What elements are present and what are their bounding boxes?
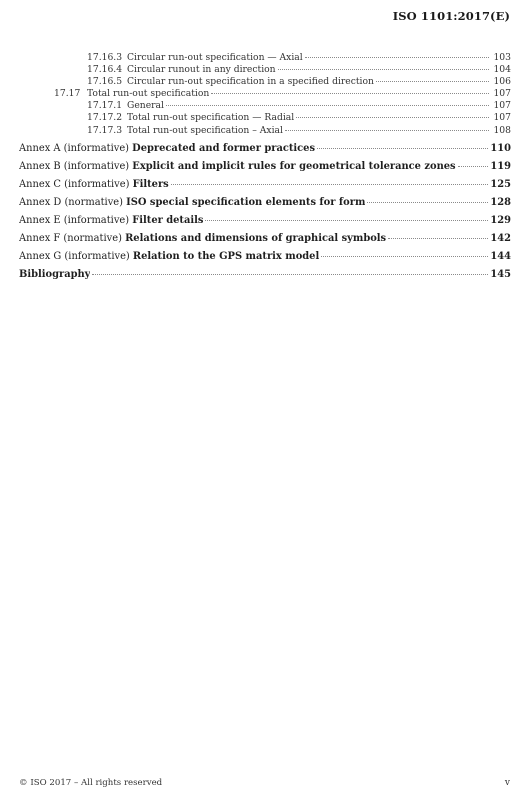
annex-title: Filter details bbox=[132, 214, 204, 226]
toc-annex-title bbox=[19, 194, 365, 212]
toc-entry-number: 17.16.4 bbox=[87, 64, 123, 76]
toc-entry-number: 17.16.3 bbox=[87, 52, 123, 63]
toc-annex-page: 142 bbox=[490, 232, 511, 244]
toc-entry-number: 17.16.5 bbox=[87, 76, 123, 88]
dot-leader bbox=[296, 117, 489, 118]
toc-entry-number: 17.17.1 bbox=[87, 100, 123, 112]
dot-leader bbox=[278, 69, 489, 70]
document-id-header: ISO 1101:2017(E) bbox=[392, 9, 510, 23]
dot-leader bbox=[305, 57, 489, 58]
annex-prefix: Annex E (informative) bbox=[19, 214, 133, 226]
toc-entry-17-16-3[interactable] bbox=[19, 52, 511, 64]
bibliography-page: 145 bbox=[490, 268, 511, 280]
annex-title: ISO special specification elements for form bbox=[126, 196, 366, 208]
toc-annex-title bbox=[19, 212, 203, 230]
dot-leader bbox=[317, 148, 488, 149]
toc-entry-title: Circular run-out specification — Axial bbox=[127, 52, 303, 63]
toc-entry-17-17-3[interactable] bbox=[19, 125, 511, 137]
dot-leader bbox=[321, 256, 488, 257]
toc-entry-page: 106 bbox=[493, 76, 511, 88]
toc-annex-b[interactable] bbox=[19, 158, 511, 176]
toc-entry-17-16-5[interactable] bbox=[19, 76, 511, 88]
toc-bibliography[interactable] bbox=[19, 266, 511, 284]
annex-title: Relations and dimensions of graphical symbols bbox=[125, 232, 387, 244]
toc-annex-title bbox=[19, 248, 319, 266]
toc-annex-page: 110 bbox=[490, 142, 511, 154]
toc-entry-17-17-1[interactable] bbox=[19, 100, 511, 112]
annex-title: Filters bbox=[132, 178, 169, 190]
dot-leader bbox=[388, 238, 488, 239]
annex-prefix: Annex B (informative) bbox=[19, 160, 133, 172]
toc-entry-page: 108 bbox=[493, 124, 511, 136]
toc-entry-number: 17.17.2 bbox=[87, 112, 123, 124]
toc-annex-page: 119 bbox=[490, 160, 511, 172]
toc-entry-17-16-4[interactable] bbox=[19, 64, 511, 76]
toc-entry-title: Total run-out specification bbox=[87, 88, 210, 100]
toc-entry-title: Circular runout in any direction bbox=[127, 64, 276, 76]
toc-entry-page: 107 bbox=[493, 100, 511, 112]
table-of-contents bbox=[19, 52, 511, 284]
toc-annex-a[interactable] bbox=[19, 140, 511, 158]
annex-prefix: Annex D (normative) bbox=[19, 196, 127, 208]
annex-prefix: Annex F (normative) bbox=[19, 232, 126, 244]
toc-annex-f[interactable] bbox=[19, 230, 511, 248]
dot-leader bbox=[171, 184, 489, 185]
dot-leader bbox=[166, 105, 489, 106]
copyright-footer: © ISO 2017 – All rights reserved bbox=[19, 778, 163, 788]
toc-annex-page: 128 bbox=[490, 196, 511, 208]
annex-title: Relation to the GPS matrix model bbox=[132, 250, 320, 262]
toc-entry-page: 107 bbox=[493, 88, 511, 100]
annex-title: Explicit and implicit rules for geometrical tolerance zones bbox=[132, 160, 456, 172]
toc-entry-title: Circular run-out specification in a specified direction bbox=[127, 76, 374, 88]
toc-annex-page: 125 bbox=[490, 178, 511, 190]
toc-annex-c[interactable] bbox=[19, 176, 511, 194]
annex-prefix: Annex A (informative) bbox=[19, 142, 133, 154]
toc-entry-page: 107 bbox=[493, 112, 511, 124]
toc-annex-page: 129 bbox=[490, 214, 511, 226]
toc-entry-title: General bbox=[127, 100, 164, 112]
annex-prefix: Annex C (informative) bbox=[19, 178, 133, 190]
toc-annex-e[interactable] bbox=[19, 212, 511, 230]
toc-entry-number: 17.17 bbox=[54, 88, 81, 100]
dot-leader bbox=[205, 220, 488, 221]
toc-entry-17-17-2[interactable] bbox=[19, 112, 511, 124]
page-number-footer: v bbox=[504, 778, 510, 788]
dot-leader bbox=[376, 81, 489, 82]
toc-annex-title bbox=[19, 158, 456, 176]
dot-leader bbox=[367, 202, 488, 203]
toc-annex-page: 144 bbox=[490, 250, 511, 262]
toc-annex-title bbox=[19, 140, 315, 158]
toc-annex-d[interactable] bbox=[19, 194, 511, 212]
annex-prefix: Annex G (informative) bbox=[19, 250, 133, 262]
toc-annex-title bbox=[19, 230, 386, 248]
dot-leader bbox=[92, 274, 488, 275]
toc-entry-title: Total run-out specification – Axial bbox=[127, 124, 283, 136]
dot-leader bbox=[458, 166, 489, 167]
toc-entry-17-17[interactable] bbox=[19, 88, 511, 100]
annex-title: Deprecated and former practices bbox=[132, 142, 316, 154]
dot-leader bbox=[285, 130, 489, 131]
toc-entry-page: 103 bbox=[493, 52, 511, 63]
dot-leader bbox=[211, 93, 489, 94]
bibliography-title: Bibliography bbox=[19, 268, 91, 280]
toc-entry-title: Total run-out specification — Radial bbox=[127, 112, 295, 124]
toc-entry-page: 104 bbox=[493, 64, 511, 76]
toc-entry-number: 17.17.3 bbox=[87, 124, 123, 136]
toc-annex-g[interactable] bbox=[19, 248, 511, 266]
toc-annex-title bbox=[19, 176, 169, 194]
